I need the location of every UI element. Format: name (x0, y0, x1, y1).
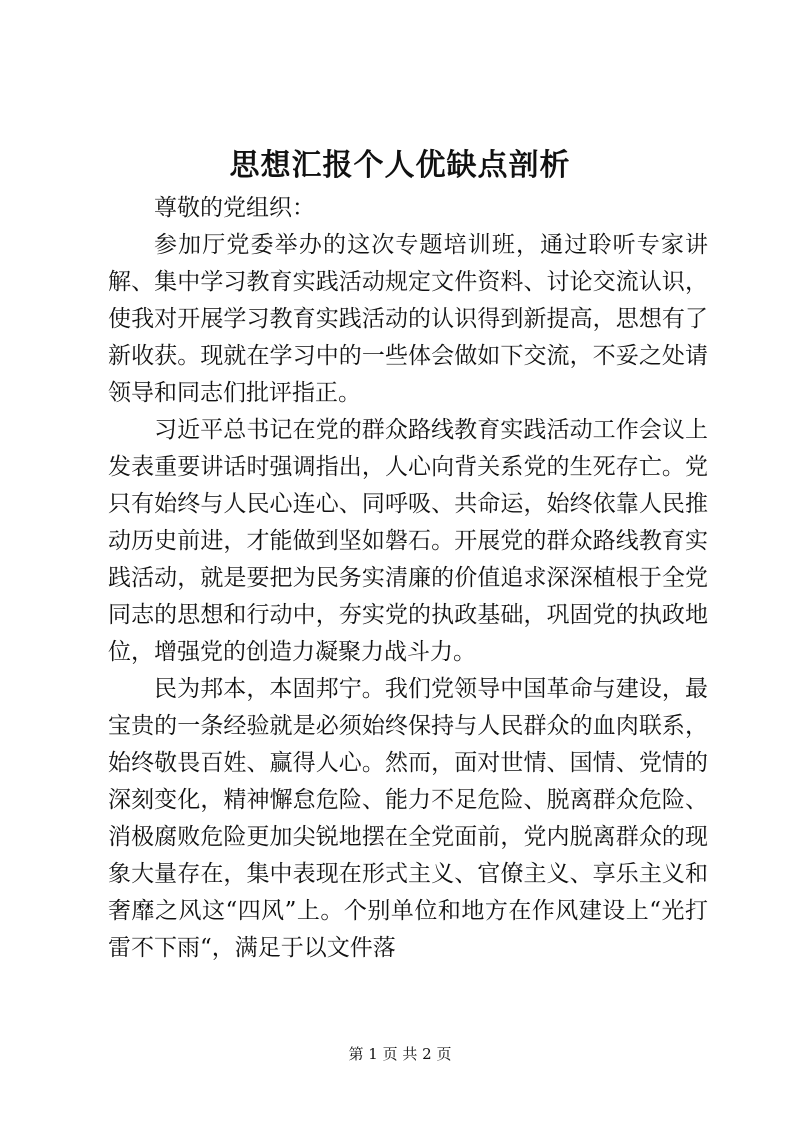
body-paragraph: 民为邦本，本固邦宁。我们党领导中国革命与建设，最宝贵的一条经验就是必须始终保持与人民群众的血肉联系，始终敬畏百姓、赢得人心。然而，面对世情、国情、党情的深刻变化，精神懈怠危险、能力不足危险、脱离群众危险、消极腐败危险更加尖锐地摆在全党面前，党内脱离群众的现象大量存在，集中表现在形式主义、官僚主义、享乐主义和奢靡之风这“四风”上。个别单位和地方在作风建设上“光打雷不下雨“，满足于以文件落 (108, 676, 708, 961)
salutation-paragraph: 尊敬的党组织： (154, 195, 315, 221)
body-paragraph: 参加厅党委举办的这次专题培训班，通过聆听专家讲解、集中学习教育实践活动规定文件资料、讨论交流认识，使我对开展学习教育实践活动的认识得到新提高，思想有了新收获。现就在学习中的一些体会做如下交流，不妥之处请领导和同志们批评指正。 (108, 232, 708, 406)
page-number-footer: 第 1 页 共 2 页 (348, 1045, 452, 1063)
body-paragraph: 习近平总书记在党的群众路线教育实践活动工作会议上发表重要讲话时强调指出，人心向背关系党的生死存亡。党只有始终与人民心连心、同呼吸、共命运，始终依靠人民推动历史前进，才能做到坚如磐石。开展党的群众路线教育实践活动，就是要把为民务实清廉的价值追求深深植根于全党同志的思想和行动中，夯实党的执政基础，巩固党的执政地位，增强党的创造力凝聚力战斗力。 (108, 417, 708, 665)
document-body (108, 190, 708, 967)
document-title: 思想汇报个人优缺点剖析 (229, 148, 571, 183)
